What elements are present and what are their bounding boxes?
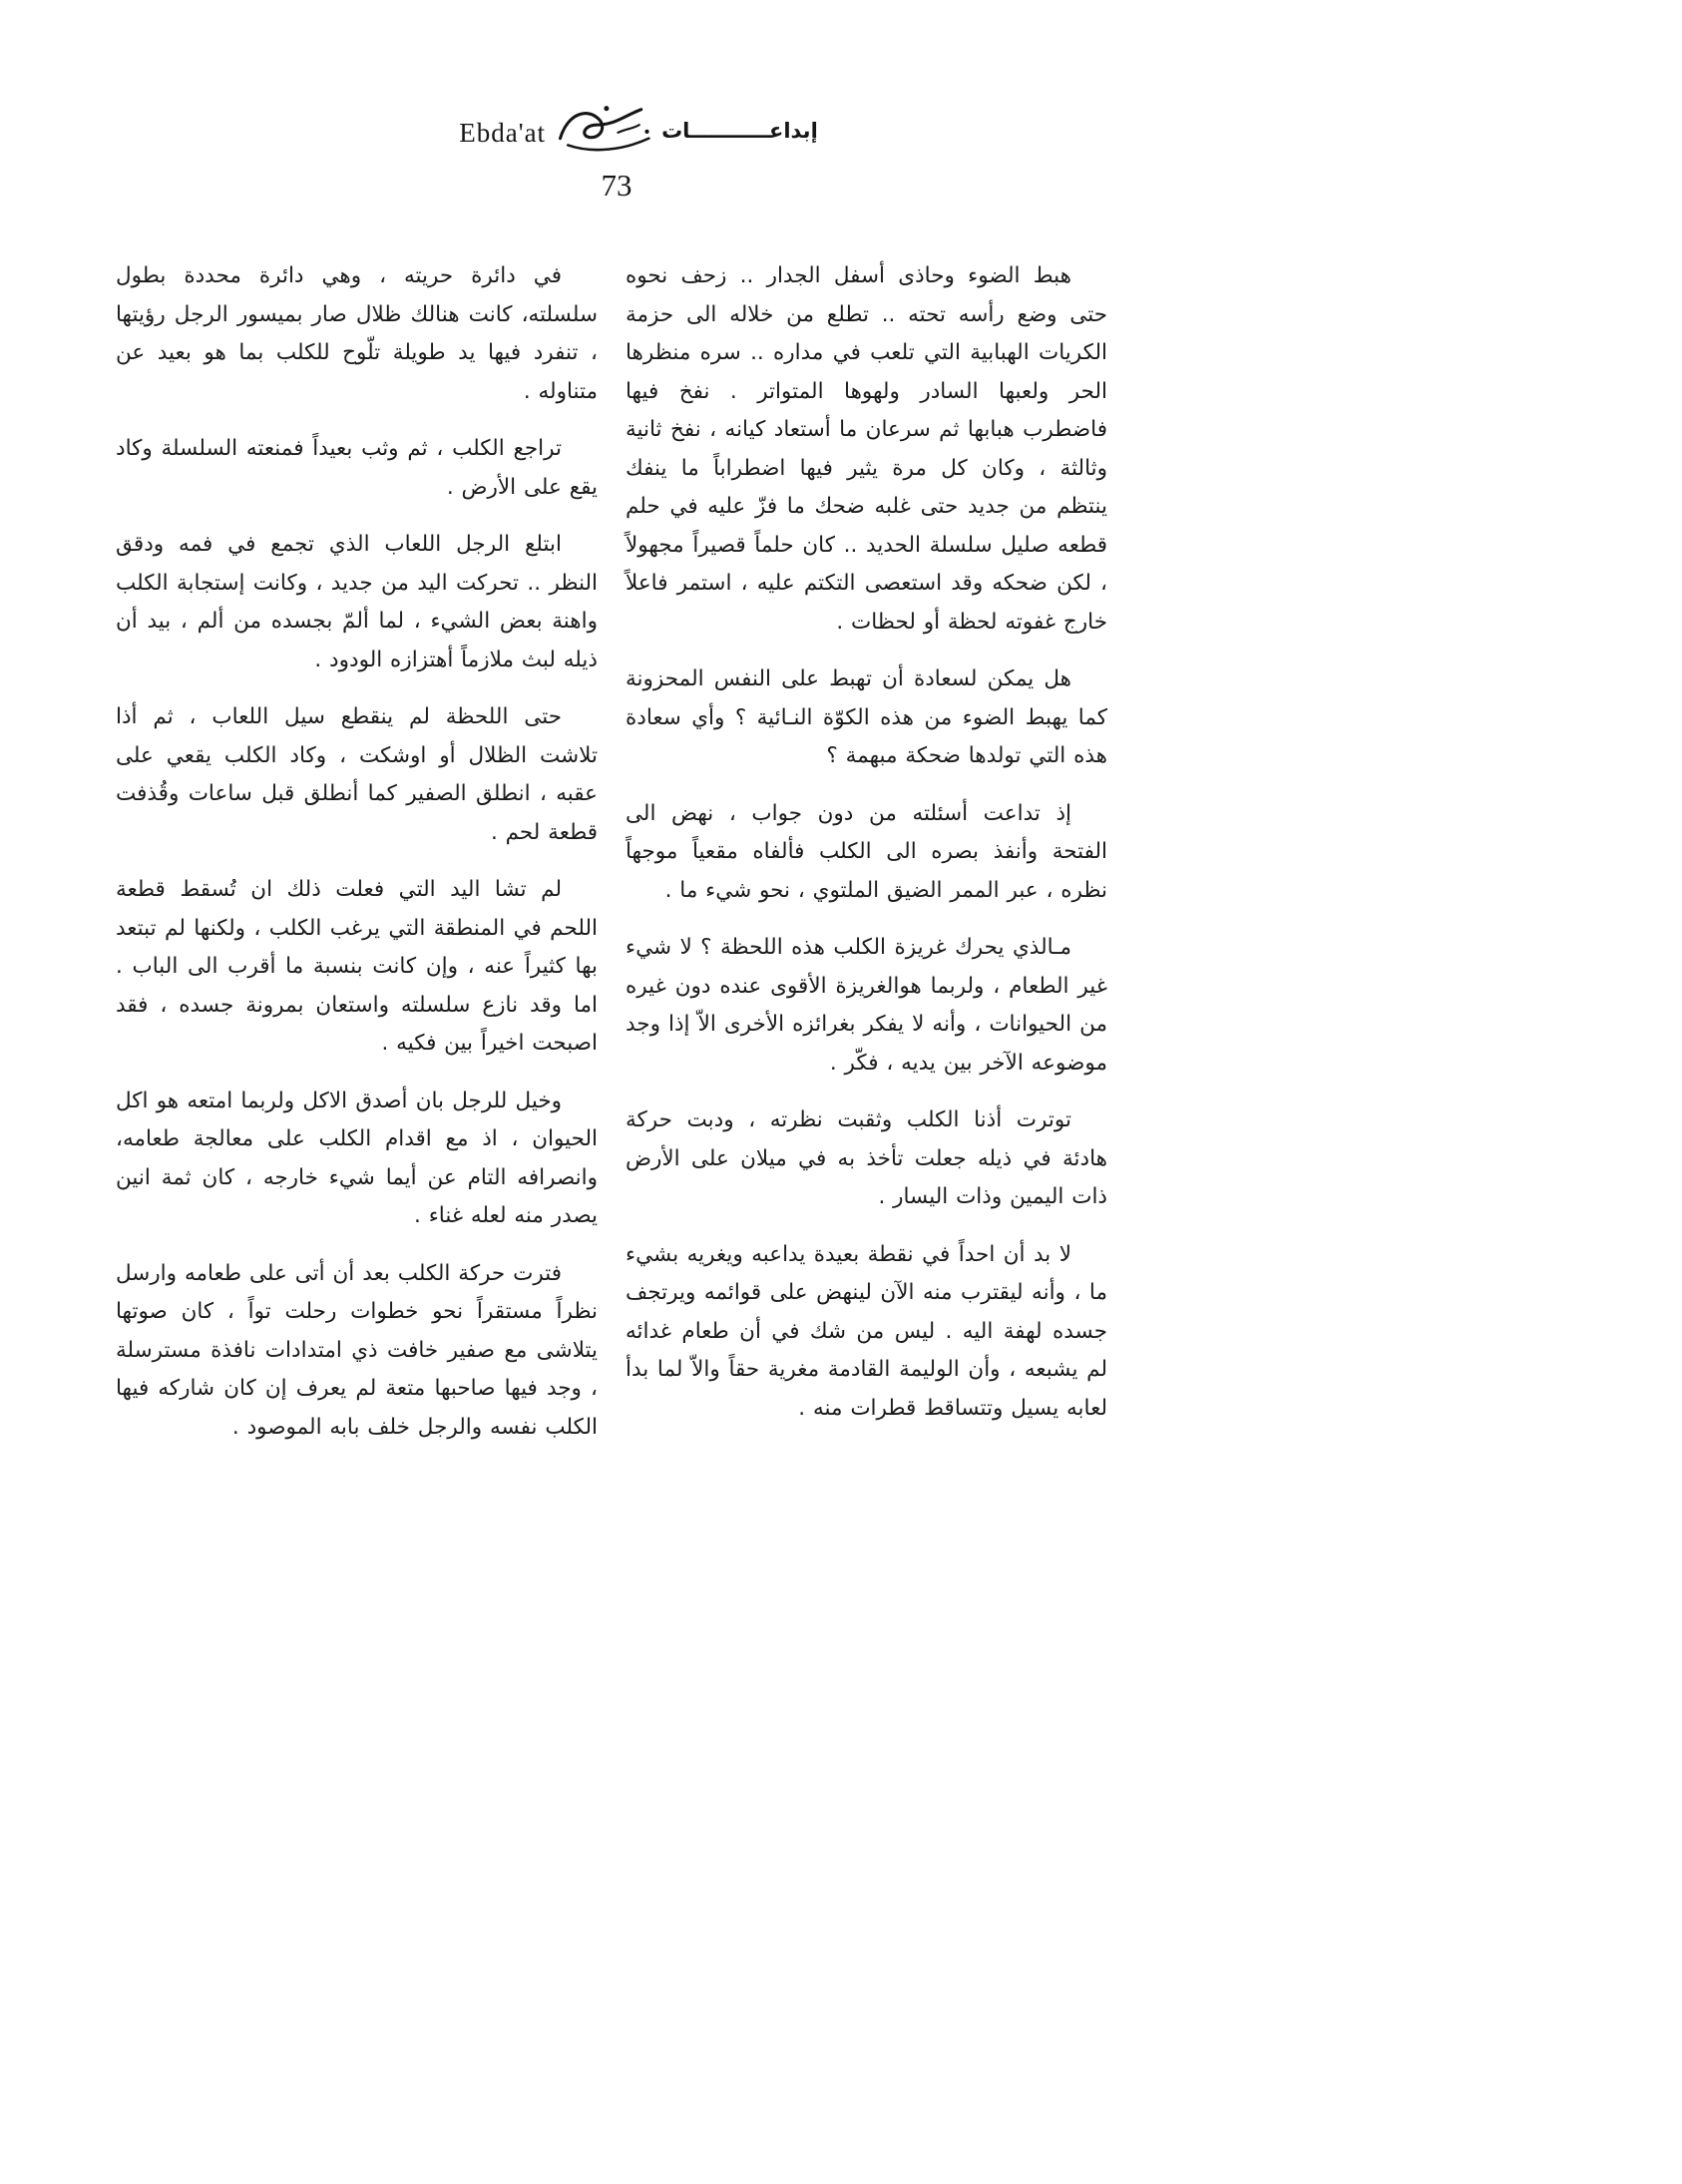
latin-title: Ebda'at: [459, 117, 547, 148]
paragraph: وخيل للرجل بان أصدق الاكل ولربما امتعه هو اكل الحيوان ، اذ مع اقدام الكلب على معالجة طعامه، وانصرافه التام عن أيما شيء خارجه ، كان ثمة انين يصدر منه لعله غناء .: [116, 1088, 598, 1228]
article-body: [116, 257, 1107, 1466]
column-left: [116, 257, 598, 1466]
paragraph: فترت حركة الكلب بعد أن أتى على طعامه وارسل نظراً مستقراً نحو خطوات رحلت تواً ، كان صوتها يتلاشى مع صفير خافت ذي امتدادات نافذة مسترسلة ، وجد فيها صاحبها متعة لم يعرف إن كان شاركه فيها الكلب نفسه والرجل خلف بابه الموصود .: [116, 1260, 598, 1440]
paragraph: مـالذي يحرك غريزة الكلب هذه اللحظة ؟ لا شيء غير الطعام ، ولربما هوالغريزة الأقوى عنده دون غيره من الحيوانات ، وأنه لا يفكر بغرائزه الأخرى الاّ إذا وجد موضوعه الآخر بين يديه ، فكّر .: [626, 935, 1107, 1076]
paragraph: تراجع الكلب ، ثم وثب بعيداً فمنعته السلسلة وكاد يقع على الأرض .: [116, 436, 598, 500]
arabic-title: إبداعـــــــــــات: [661, 119, 818, 143]
paragraph: توترت أذنا الكلب وثقبت نظرته ، ودبت حركة هادئة في ذيله جعلت تأخذ به في ميلان على الأرض ذات اليمين وذات اليسار .: [626, 1107, 1107, 1209]
paragraph: في دائرة حريته ، وهي دائرة محددة بطول سلسلته، كانت هنالك ظلال صار بميسور الرجل رؤيتها ، تنفرد فيها يد طويلة تلّوح للكلب بما هو بعيد عن متناوله .: [116, 263, 598, 404]
paragraph: حتى اللحظة لم ينقطع سيل اللعاب ، ثم أذا تلاشت الظلال أو اوشكت ، وكاد الكلب يقعي على عقبه ، انطلق الصفير كما أنطلق قبل ساعات وقُذفت قطعة لحم .: [116, 704, 598, 845]
calligraphy-signature-icon: [550, 100, 657, 158]
paragraph: هبط الضوء وحاذى أسفل الجدار .. زحف نحوه حتى وضع رأسه تحته .. تطلع من خلاله الى حزمة الكريات الهبابية التي تلعب في مداره .. سره منظرها الحر ولعبها السادر ولهوها المتواتر . نفخ فيها فاضطرب هبابها ثم سرعان ما أستعاد كيانه ، نفخ ثانية وثالثة ، وكان كل مرة يثير فيها اضطراباً ما ينفك ينتظم من جديد حتى غلبه ضحك ما فزّ عليه في حلم قطعه صليل سلسلة الحديد .. كان حلماً قصيراً مجهولاً ، لكن ضحكه وقد استعصى التكتم عليه ، استمر فاعلاً خارج غفوته لحظة أو لحظات .: [626, 263, 1107, 635]
page-number: 73: [601, 168, 632, 203]
paragraph: لم تشا اليد التي فعلت ذلك ان تُسقط قطعة اللحم في المنطقة التي يرغب الكلب ، ولكنها لم تبتعد بها كثيراً عنه ، وإن كانت بنسبة ما أقرب الى الباب . اما وقد نازع سلسلته واستعان بمرونة جسده ، فقد اصبحت اخيراً بين فكيه .: [116, 877, 598, 1056]
column-right: [626, 257, 1107, 1466]
masthead-row: [429, 104, 848, 162]
paragraph: هل يمكن لسعادة أن تهبط على النفس المحزونة كما يهبط الضوء من هذه الكوّة النـائية ؟ وأي سعادة هذه التي تولدها ضحكة مبهمة ؟: [626, 666, 1107, 768]
paragraph: ابتلع الرجل اللعاب الذي تجمع في فمه ودقق النظر .. تحركت اليد من جديد ، وكانت إستجابة الكلب واهنة بعض الشيء ، لما ألمّ بجسده من ألم ، بيد أن ذيله لبث ملازماً أهتزازه الودود .: [116, 532, 598, 672]
paragraph: لا بد أن احداً في نقطة بعيدة يداعبه ويغريه بشيء ما ، وأنه ليقترب منه الآن لينهض على قوائمه ويرتجف جسده لهفة اليه . ليس من شك في أن طعام غدائه لم يشبعه ، وأن الوليمة القادمة مغرية حقاً والاّ لما بدأ لعابه يسيل وتتساقط قطرات منه .: [626, 1241, 1107, 1421]
paragraph: إذ تداعت أسئلته من دون جواب ، نهض الى الفتحة وأنفذ بصره الى الكلب فألفاه مقعياً موجهاً نظره ، عبر الممر الضيق الملتوي ، نحو شيء ما .: [626, 800, 1107, 903]
page-header: [429, 104, 848, 204]
